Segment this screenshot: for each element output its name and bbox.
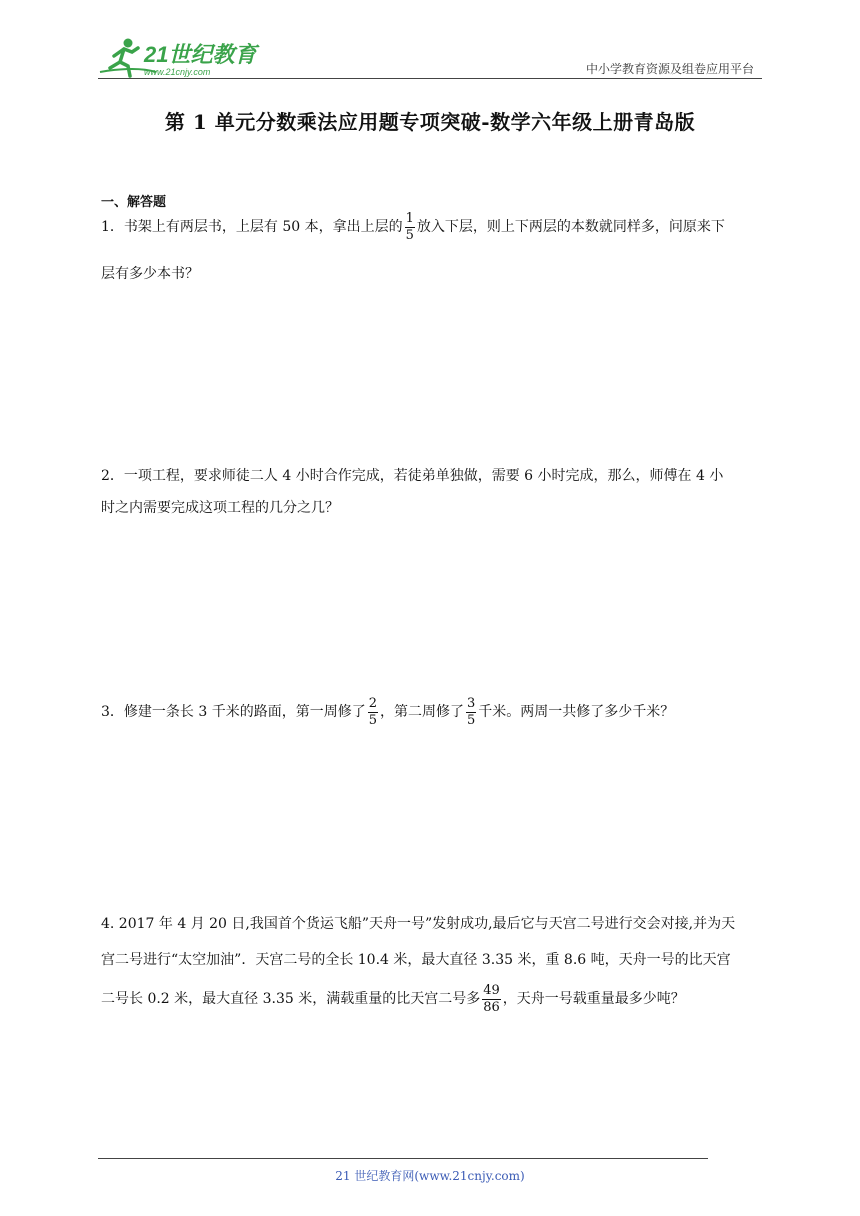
fraction [482, 984, 501, 1016]
site-logo [96, 36, 266, 80]
header-tagline: 中小学教育资源及组卷应用平台 [585, 62, 754, 76]
page-title: 第 1 单元分数乘法应用题专项突破-数学六年级上册青岛版 [164, 110, 696, 134]
question-text: 二号长 0.2 米，最大直径 3.35 米，满载重量的比天宫二号多 [101, 991, 481, 1008]
section-heading: 一、解答题 [101, 195, 167, 210]
question-3-line-1 [101, 697, 674, 729]
question-text: 3．修建一条长 3 千米的路面，第一周修了 [101, 704, 366, 721]
question-text: 1．书架上有两层书，上层有 50 本，拿出上层的 [101, 219, 403, 236]
logo-url: www.21cnjy.com [144, 67, 211, 77]
fraction-denominator: 86 [483, 1000, 500, 1016]
question-4-line-3 [101, 984, 685, 1016]
question-text: 放入下层，则上下两层的本数就同样多，问原来下 [416, 219, 725, 236]
question-4-line-2: 宫二号进行“太空加油”．天宫二号的全长 10.4 米，最大直径 3.35 米，重 8.6 吨，天舟一号的比天宫 [101, 952, 731, 968]
question-1-line-2: 层有多少本书？ [101, 266, 199, 282]
fraction [368, 697, 378, 729]
fraction-numerator: 2 [368, 696, 377, 711]
footer-link[interactable]: 21 世纪教育网(www.21cnjy.com) [335, 1169, 525, 1183]
fraction-denominator: 5 [368, 713, 377, 729]
fraction [405, 212, 415, 244]
header-divider [98, 78, 762, 79]
question-2-line-1: 2．一项工程，要求师徒二人 4 小时合作完成，若徒弟单独做，需要 6 小时完成，那么，师傅在 4 小 [101, 468, 724, 484]
question-2-line-2: 时之内需要完成这项工程的几分之几？ [101, 500, 339, 516]
fraction [466, 697, 476, 729]
question-text: 千米。两周一共修了多少千米？ [478, 704, 675, 721]
question-4-line-1: 4. 2017 年 4 月 20 日,我国首个货运飞船”天舟一号”发射成功,最后它与天宫二号进行交会对接,并为天 [101, 916, 736, 932]
fraction-numerator: 49 [483, 983, 500, 998]
logo-text: 21世纪教育 [144, 42, 257, 67]
fraction-denominator: 5 [405, 228, 414, 244]
fraction-numerator: 3 [467, 696, 476, 711]
fraction-denominator: 5 [467, 713, 476, 729]
footer-divider [98, 1158, 708, 1159]
question-text: ，第二周修了 [380, 704, 464, 721]
question-1-line-1 [101, 212, 725, 244]
running-man-icon [96, 36, 266, 80]
fraction-numerator: 1 [405, 211, 414, 226]
question-text: ，天舟一号载重量最多少吨？ [502, 991, 685, 1008]
